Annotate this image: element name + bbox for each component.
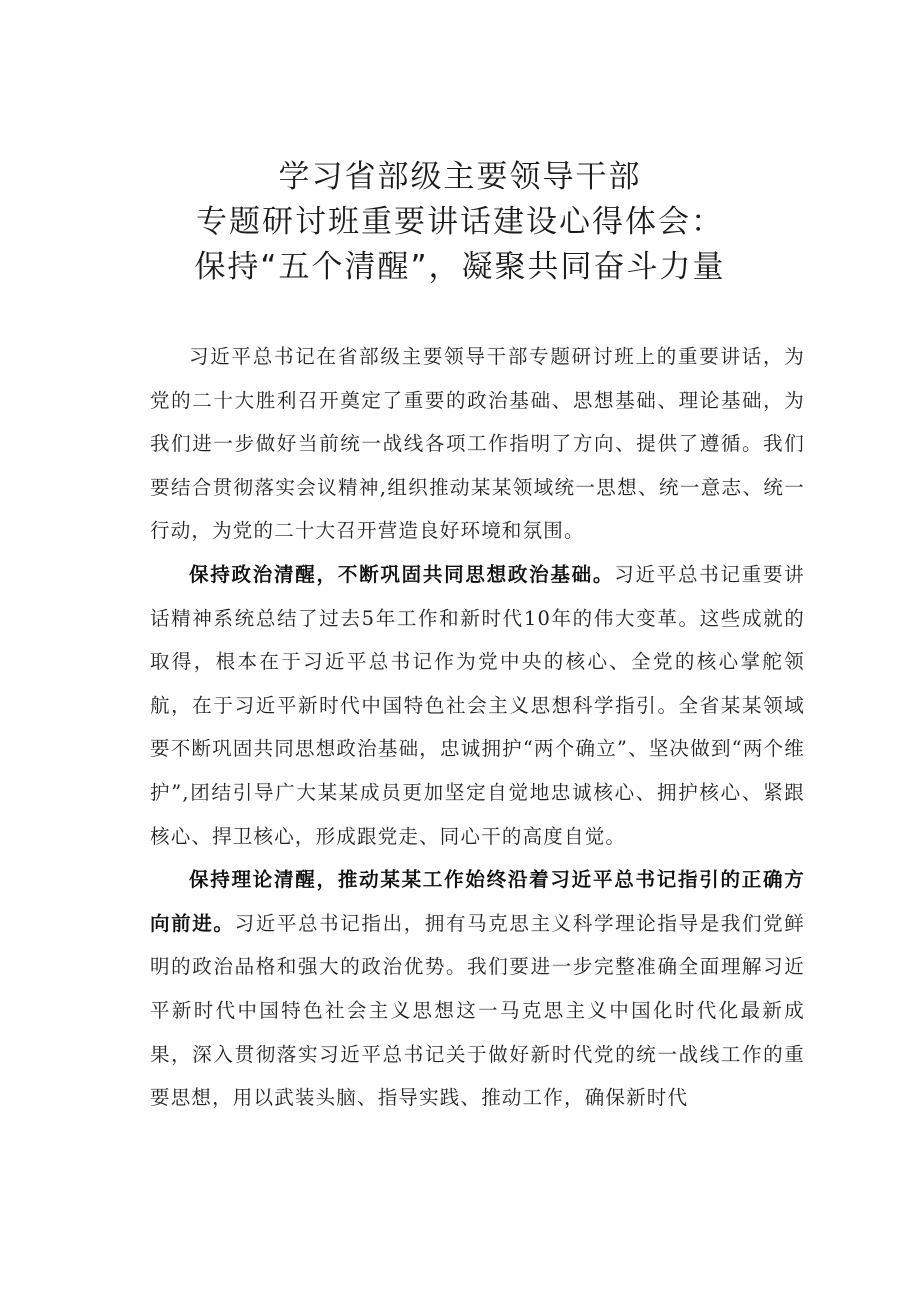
paragraph-body-text: 习近平总书记重要讲话精神系统总结了过去5年工作和新时代10年的伟大变革。这些成就的取得，根本在于习近平总书记作为党中央的核心、全党的核心掌舵领航，在于习近平新时代中国特色社会主义思想科学指引。全省某某领域要不断巩固共同思想政治基础，忠诚拥护“两个确立”、坚决做到“两个维护”,团结引导广大某某成员更加坚定自觉地忠诚核心、拥护核心、紧跟核心、捍卫核心，形成跟党走、同心干的高度自觉。 (150, 562, 805, 848)
paragraph-lead-heading: 保持理论清醒，推动某某工作始终沿着习近平总书记指引的正确方向前进。 (150, 868, 805, 935)
title-line-2: 专题研讨班重要讲话建设心得体会： (196, 204, 724, 240)
paragraph-intro-text: 习近平总书记在省部级主要领导干部专题研讨班上的重要讲话，为党的二十大胜利召开奠定了重要的政治基础、思想基础、理论基础，为我们进一步做好当前统一战线各项工作指明了方向、提供了遵循。我们要结合贯彻落实会议精神,组织推动某某领域统一思想、统一意志、统一行动，为党的二十大召开营造良好环境和氛围。 (150, 345, 805, 543)
paragraph-body-text: 习近平总书记指出，拥有马克思主义科学理论指导是我们党鲜明的政治品格和强大的政治优势。我们要进一步完整准确全面理解习近平新时代中国特色社会主义思想这一马克思主义中国化时代化最新成果，深入贯彻落实习近平总书记关于做好新时代党的统一战线工作的重要思想，用以武装头脑、指导实践、推动工作，确保新时代 (150, 911, 805, 1110)
document-body (150, 335, 805, 1120)
paragraph-lead-heading: 保持政治清醒，不断巩固共同思想政治基础。 (189, 562, 615, 586)
document-title (0, 155, 920, 290)
paragraph-political-sobriety (150, 553, 805, 858)
paragraph-intro (150, 335, 805, 553)
title-line-3: 保持“五个清醒”，凝聚共同奋斗力量 (194, 249, 726, 285)
paragraph-theoretical-sobriety (150, 858, 805, 1120)
title-line-1: 学习省部级主要领导干部 (278, 159, 642, 195)
